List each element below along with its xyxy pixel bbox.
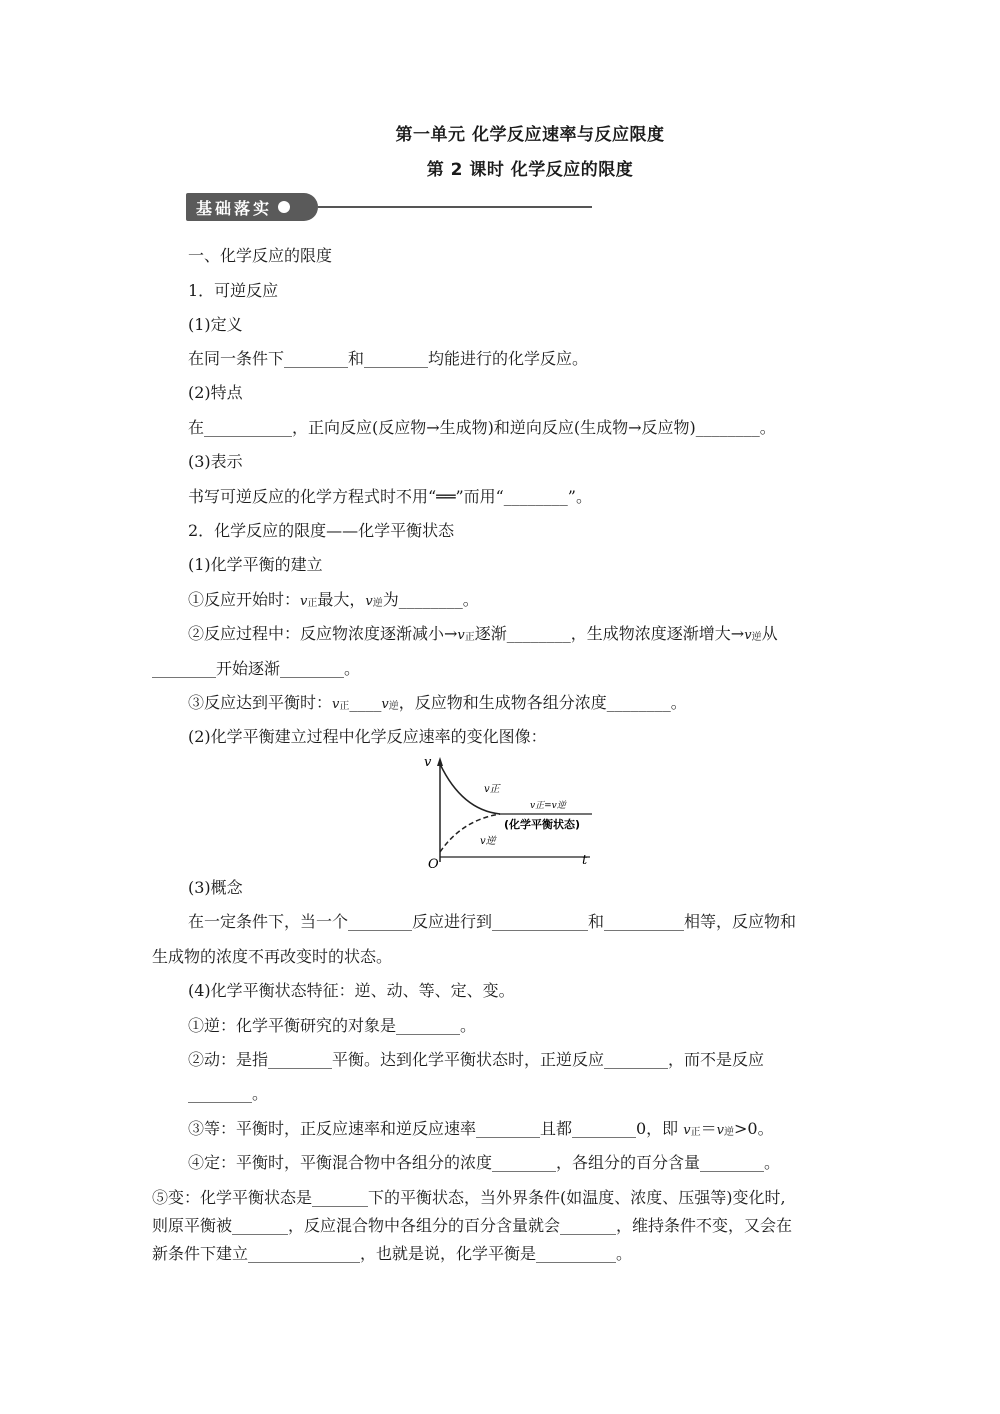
text-fragment: ____ <box>349 693 382 712</box>
x-axis-label: t <box>582 853 588 868</box>
text-line: ②动：是指________平衡。达到化学平衡状态时，正逆反应________，而不是反应 <box>188 1050 765 1069</box>
text-line: 生成物的浓度不再改变时的状态。 <box>152 947 393 966</box>
text-fragment: 逐渐________，生成物浓度逐渐增大→ <box>474 624 745 643</box>
text-fragment: 为________。 <box>382 590 479 609</box>
forward-rate-label: v正 <box>484 784 500 795</box>
bullet-dot-icon <box>278 201 290 213</box>
text-line: 则原平衡被_______，反应混合物中各组分的百分含量就会_______，维持条件不变，又会在 <box>152 1216 793 1235</box>
text-line <box>188 590 479 614</box>
velocity-symbol: v <box>716 1123 725 1138</box>
text-line: 在一定条件下，当一个________反应进行到____________和__________相等，反应物和 <box>188 912 797 931</box>
text-fragment: ，反应物和生成物各组分浓度________。 <box>398 693 687 712</box>
text-line: ⑤变：化学平衡状态是_______下的平衡状态，当外界条件(如温度、浓度、压强等)变化时, <box>152 1188 786 1207</box>
text-line: ④定：平衡时，平衡混合物中各组分的浓度________，各组分的百分含量________。 <box>188 1153 781 1172</box>
velocity-symbol: v <box>744 628 752 643</box>
banner-divider <box>318 206 592 208</box>
subscript: 逆 <box>751 632 762 643</box>
banner-label: 基础落实 <box>196 198 273 218</box>
text-line: 在同一条件下________和________均能进行的化学反应。 <box>188 349 589 368</box>
text-line: ①逆：化学平衡研究的对象是________。 <box>188 1016 477 1035</box>
origin-label: O <box>428 857 439 870</box>
subsection-heading: 1．可逆反应 <box>188 281 279 300</box>
text-line: 新条件下建立______________，也就是说，化学平衡是__________。 <box>152 1244 633 1263</box>
text-line: ________。 <box>188 1084 269 1103</box>
subscript: 逆 <box>388 701 399 712</box>
velocity-symbol: v <box>365 594 373 609</box>
text-fragment: ①反应开始时： <box>188 590 301 609</box>
rate-time-graph <box>420 752 600 870</box>
text-fragment: 从 <box>761 624 778 643</box>
velocity-symbol: v <box>381 697 389 712</box>
velocity-symbol: v <box>300 594 308 609</box>
equal-rate-label: v正=v逆 <box>530 801 566 811</box>
text-fragment: ＝ <box>700 1119 717 1138</box>
item-heading: (1)定义 <box>188 315 243 334</box>
reverse-rate-label: v逆 <box>480 836 496 847</box>
item-heading: (4)化学平衡状态特征：逆、动、等、定、变。 <box>188 981 515 1000</box>
text-line <box>188 1119 774 1143</box>
velocity-symbol: v <box>683 1123 691 1138</box>
item-heading: (2)化学平衡建立过程中化学反应速率的变化图像： <box>188 727 547 746</box>
velocity-symbol: v <box>332 697 340 712</box>
section-banner <box>186 193 318 221</box>
unit-title: 第一单元 化学反应速率与反应限度 <box>395 125 665 145</box>
equilibrium-state-label: (化学平衡状态) <box>504 818 581 831</box>
velocity-symbol: v <box>457 628 465 643</box>
item-heading: (2)特点 <box>188 383 243 402</box>
text-line: ________开始逐渐________。 <box>152 659 361 678</box>
lesson-title: 第 2 课时 化学反应的限度 <box>426 160 634 180</box>
subscript: 正 <box>307 598 318 609</box>
text-fragment: 最大， <box>317 590 366 609</box>
y-axis-label: v <box>424 755 432 770</box>
subsection-heading: 2．化学反应的限度——化学平衡状态 <box>188 521 455 540</box>
text-fragment: ③等：平衡时，正反应速率和逆反应速率________且都________0，即 <box>188 1119 684 1138</box>
text-line <box>188 693 687 717</box>
item-heading: (3)概念 <box>188 878 243 897</box>
item-heading: (3)表示 <box>188 452 243 471</box>
subscript: 正 <box>690 1127 701 1138</box>
item-heading: (1)化学平衡的建立 <box>188 555 323 574</box>
text-fragment: ③反应达到平衡时： <box>188 693 333 712</box>
subscript: 正 <box>464 632 475 643</box>
text-fragment: >0。 <box>734 1119 774 1138</box>
text-fragment: ②反应过程中：反应物浓度逐渐减小→ <box>188 624 458 643</box>
text-line <box>188 624 778 648</box>
subscript: 逆 <box>724 1127 735 1138</box>
subscript: 正 <box>339 701 350 712</box>
section-heading: 一、化学反应的限度 <box>188 246 333 265</box>
text-line: 在___________，正向反应(反应物→生成物)和逆向反应(生成物→反应物)________。 <box>188 418 776 437</box>
text-line: 书写可逆反应的化学方程式时不用“══”而用“________”。 <box>188 487 592 506</box>
subscript: 逆 <box>372 598 383 609</box>
